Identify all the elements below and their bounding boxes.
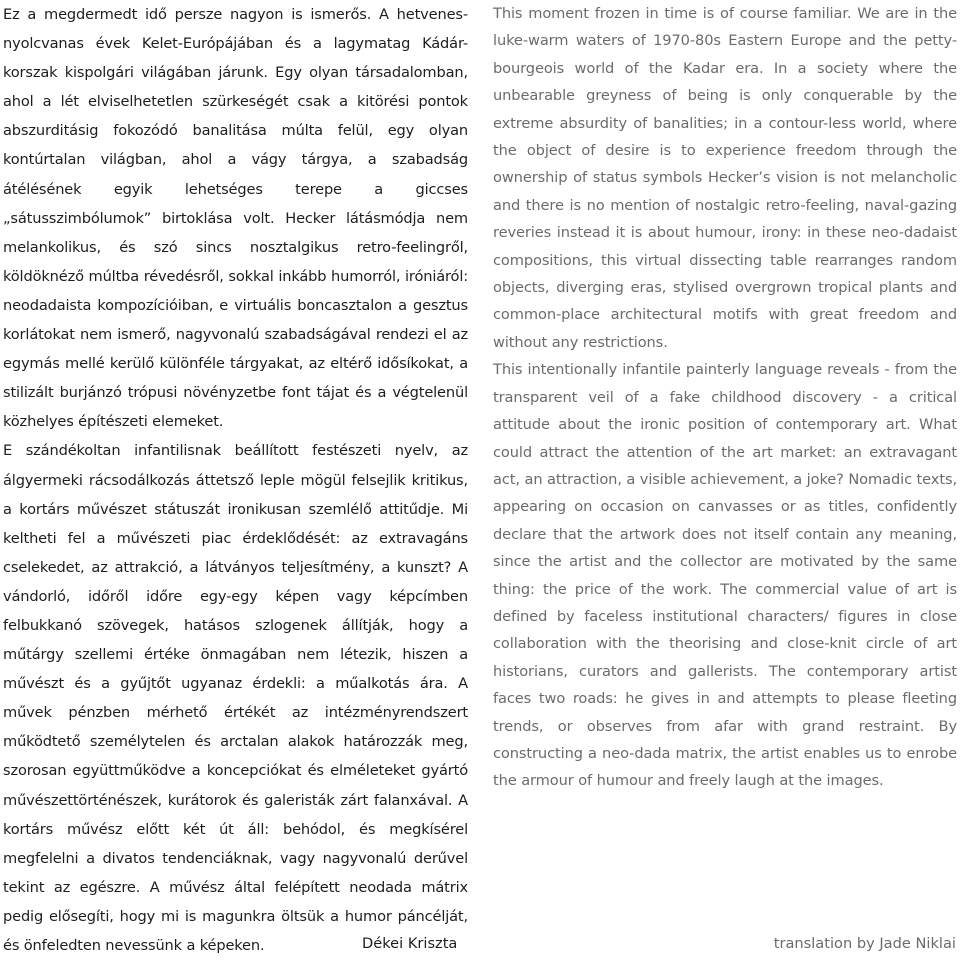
- hungarian-paragraph-2: E szándékoltan infantilisnak beállított festészeti nyelv, az álgyermeki rácsodálkozás áttetsző leple mögül felsejlik kritikus, a kortárs művészet státuszát ironikusan szemlélő attitűdje. Mi keltheti fel a művészeti piac érdeklődését: az extravagáns cselekedet, az attrakció, a látványos teljesítmény, a kunszt? A vándorló, időről időre egy-egy képen vagy képcímben felbukkanó szövegek, hatásos szlogenek állítják, hogy a műtárgy szellemi értéke önmagában nem létezik, hiszen a művészt és a gyűjtőt ugyanaz érdekli: a műalkotás ára. A művek pénzben mérhető értékét az intézményrendszert működtető személytelen és arctalan alakok határozzák meg, szorosan együttműködve a koncepciókat és elméleteket gyártó művészettörténészek, kurátorok és galeristák zárt falanxával. A kortárs művész előtt két út áll: behódol, és megkísérel megfelelni a divatos tendenciáknak, vagy nagyvonalú derűvel tekint az egészre. A művész által felépített neodada mátrix pedig elősegíti, hogy mi is magunkra öltsük a humor páncélját, és önfeledten nevessünk a képeken.: [3, 442, 468, 954]
- english-text-column: [493, 0, 957, 795]
- english-paragraph-1: This moment frozen in time is of course familiar. We are in the luke-warm waters of 1970-80s Eastern Europe and the petty-bourgeois world of the Kadar era. In a society where the unbearable greyness of being is only conquerable by the extreme absurdity of banalities; in a contour-less world, where the object of desire is to experience freedom through the ownership of status symbols Hecker’s vision is not melancholic and there is no mention of nostalgic retro-feeling, naval-gazing reveries instead it is about humour, irony: in these neo-dadaist compositions, this virtual dissecting table rearranges random objects, diverging eras, stylised overgrown tropical plants and common-place architectural motifs with great freedom and without any restrictions.: [493, 5, 957, 351]
- author-signature: Dékei Kriszta: [362, 935, 458, 952]
- hungarian-text-column: [3, 0, 468, 960]
- hungarian-paragraph-1: Ez a megdermedt idő persze nagyon is ismerős. A hetvenes-nyolcvanas évek Kelet-Európájában és a lagymatag Kádár-korszak kispolgári világában járunk. Egy olyan társadalomban, ahol a lét elviselhetetlen szürkeségét csak a kitörési pontok abszurditásig fokozódó banalitása múlta felül, egy olyan kontúrtalan világban, ahol a vágy tárgya, a szabadság átélésének egyik lehetséges terepe a giccses „sátusszimbólumok” birtoklása volt. Hecker látásmódja nem melankolikus, és szó sincs nosztalgikus retro-feelingről, köldöknéző múltba révedésről, sokkal inkább humorról, iróniáról: neodadaista kompozícióiban, e virtuális boncasztalon a gesztus korlátokat nem ismerő, nagyvonalú szabadságával rendezi el az egymás mellé kerülő különféle tárgyakat, az eltérő idősíkokat, a stilizált burjánzó trópusi növényzetbe font tájat és a végtelenül közhelyes építészeti elemeket.: [3, 6, 468, 431]
- translator-credit: translation by Jade Niklai: [773, 935, 956, 952]
- english-paragraph-2: This intentionally infantile painterly language reveals - from the transparent veil of a fake childhood discovery - a critical attitude about the ironic position of contemporary art. What could attract the attention of the art market: an extravagant act, an attraction, a visible achievement, a joke? Nomadic texts, appearing on occasion on canvasses or as titles, confidently declare that the artwork does not itself contain any meaning, since the artist and the collector are motivated by the same thing: the price of the work. The commercial value of art is defined by faceless institutional characters/ figures in close collaboration with the theorising and close-knit circle of art historians, curators and gallerists. The contemporary artist faces two roads: he gives in and attempts to please fleeting trends, or observes from afar with grand restraint. By constructing a neo-dada matrix, the artist enables us to enrobe the armour of humour and freely laugh at the images.: [493, 361, 957, 790]
